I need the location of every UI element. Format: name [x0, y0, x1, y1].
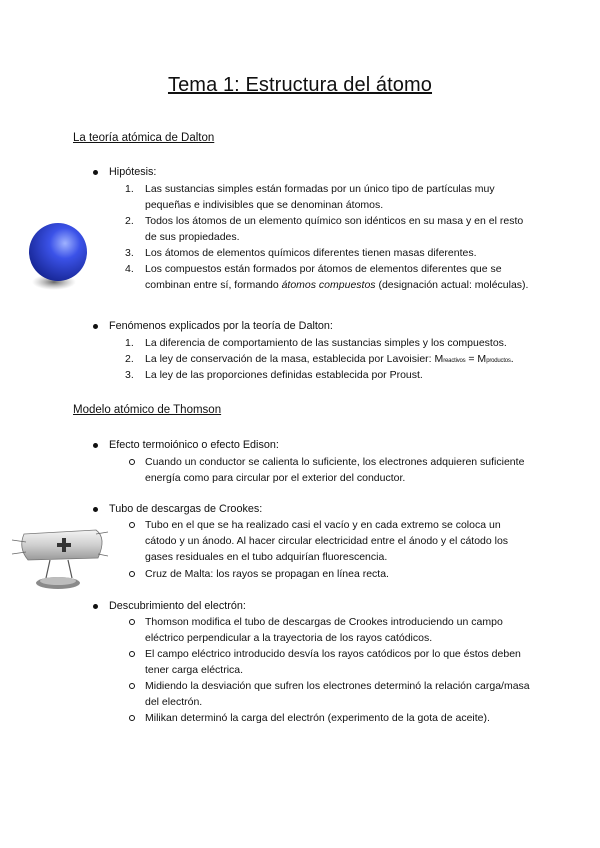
item-text — [145, 261, 535, 293]
list-item — [125, 367, 535, 383]
list-item — [125, 678, 535, 710]
bullet-dot — [93, 604, 98, 609]
item-text: Thomson modifica el tubo de descargas de Crookes introduciendo un campo eléctrico perpendicular a la trayectoria de los rayos catódicos. — [145, 616, 503, 644]
bullet-label: Descubrimiento del electrón: — [109, 600, 246, 612]
subscript-productos: productos — [486, 358, 511, 364]
item-number: 1. — [125, 183, 134, 195]
list-item — [125, 710, 535, 726]
circle-bullet — [129, 522, 135, 528]
atom-sphere-image — [26, 222, 90, 292]
bullet-label: Efecto termoiónico o efecto Edison: — [109, 439, 279, 451]
crookes-tube-graphic — [10, 520, 110, 592]
list-item — [125, 646, 535, 678]
list-item — [125, 213, 535, 245]
section-heading-thomson: Modelo atómico de Thomson — [73, 404, 222, 416]
item-text: Los átomos de elementos químicos diferentes tienen masas diferentes. — [145, 247, 477, 259]
item-text: Cuando un conductor se calienta lo suficiente, los electrones adquieren suficiente energía como para circular por el exterior del conductor. — [145, 456, 525, 484]
crookes-tube-image — [10, 520, 110, 592]
item-text-part: (designación actual: moléculas). — [375, 279, 529, 291]
section-heading-dalton: La teoría atómica de Dalton — [73, 132, 215, 144]
item-text-part: = M — [465, 353, 487, 365]
item-number: 2. — [125, 215, 134, 227]
item-text: Cruz de Malta: los rayos se propagan en línea recta. — [145, 568, 389, 580]
list-item — [125, 614, 535, 646]
item-text: Milikan determinó la carga del electrón (experimento de la gota de aceite). — [145, 712, 490, 724]
item-text: Todos los átomos de un elemento químico son idénticos en su masa y en el resto de sus propiedades. — [145, 215, 524, 243]
circle-bullet — [129, 683, 135, 689]
circle-bullet — [129, 459, 135, 465]
item-text-italic: átomos compuestos — [281, 279, 376, 291]
subscript-reactivos: reactivos — [443, 358, 466, 364]
list-item — [125, 517, 535, 565]
item-number: 4. — [125, 263, 134, 275]
bullet-label: Hipótesis: — [109, 166, 157, 178]
item-text: El campo eléctrico introducido desvía los rayos catódicos por lo que éstos deben tener carga eléctrica. — [145, 648, 521, 676]
list-item — [125, 566, 535, 582]
item-text: Las sustancias simples están formadas por un único tipo de partículas muy pequeñas e indivisibles que se denominan átomos. — [145, 183, 495, 211]
item-text-part: Los compuestos están formados por átomos de elementos diferentes que se combinan entre sí, formando — [145, 263, 502, 291]
item-text: La ley de las proporciones definidas establecida por Proust. — [145, 369, 423, 381]
item-text: La diferencia de comportamiento de las sustancias simples y los compuestos. — [145, 337, 507, 349]
list-item — [125, 454, 535, 486]
circle-bullet — [129, 619, 135, 625]
atom-sphere-graphic — [26, 222, 90, 292]
bullet-dot — [93, 324, 98, 329]
bullet-dot — [93, 507, 98, 512]
list-item — [125, 245, 535, 261]
list-item — [125, 181, 535, 213]
item-text: Midiendo la desviación que sufren los electrones determinó la relación carga/masa del electrón. — [145, 680, 530, 708]
item-text-part: La ley de conservación de la masa, establecida por Lavoisier: M — [145, 353, 444, 365]
circle-bullet — [129, 651, 135, 657]
item-number: 2. — [125, 353, 134, 365]
item-text-part: . — [510, 353, 514, 365]
list-item — [125, 261, 535, 293]
bullet-dot — [93, 443, 98, 448]
item-number: 1. — [125, 337, 134, 349]
item-number: 3. — [125, 247, 134, 259]
bullet-label: Fenómenos explicados por la teoría de Dalton: — [109, 320, 333, 332]
list-item — [125, 335, 535, 351]
page-title: Tema 1: Estructura del átomo — [167, 74, 433, 96]
item-number: 3. — [125, 369, 134, 381]
bullet-label: Tubo de descargas de Crookes: — [109, 503, 263, 515]
circle-bullet — [129, 715, 135, 721]
item-text: Tubo en el que se ha realizado casi el vacío y en cada extremo se coloca un cátodo y un ánodo. Al hacer circular electricidad entre el ánodo y el cátodo los gases residuales en el tubo adquirían fluorescencia. — [145, 519, 509, 563]
bullet-dot — [93, 170, 98, 175]
circle-bullet — [129, 571, 135, 577]
